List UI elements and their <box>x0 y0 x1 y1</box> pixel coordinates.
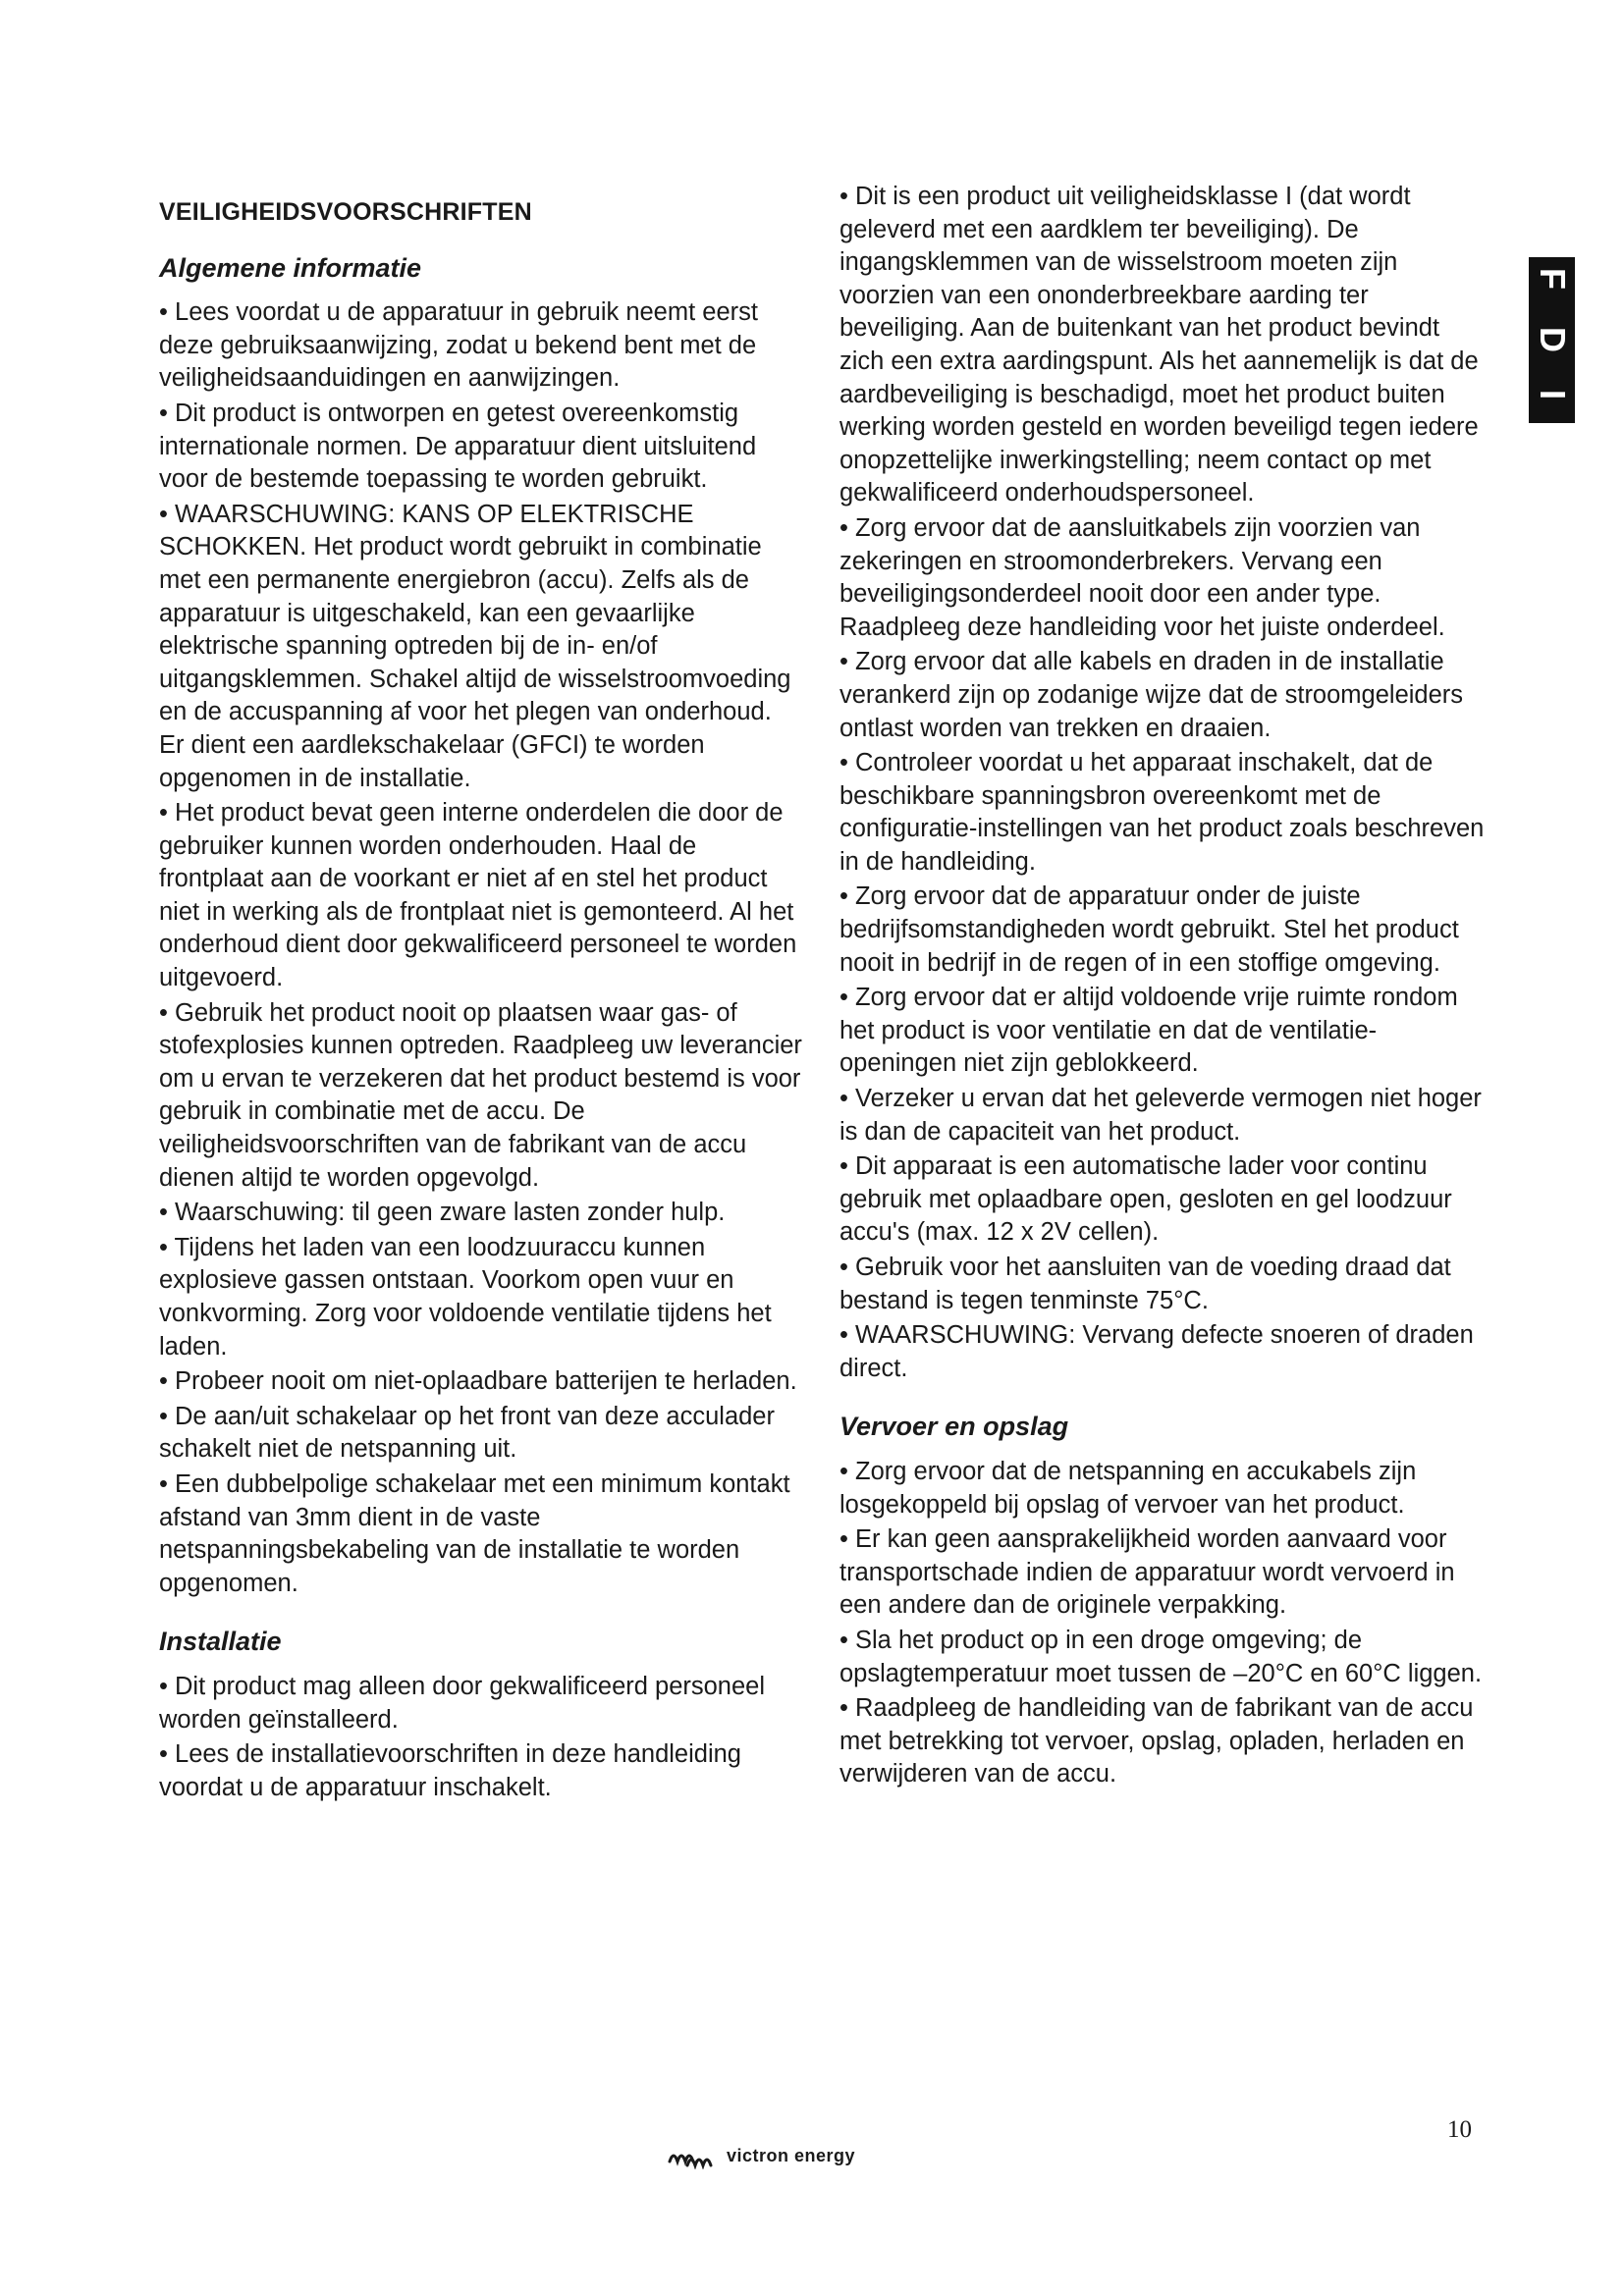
section-heading-algemene: Algemene informatie <box>159 252 422 283</box>
paragraph: • Zorg ervoor dat alle kabels en draden in de installatie verankerd zijn op zodanige wijze dat de stroomgeleiders ontlast worden van trekken en draaien. <box>839 648 1464 742</box>
left-column <box>159 187 807 1806</box>
paragraph: • Gebruik voor het aansluiten van de voeding draad dat bestand is tegen tenminste 75°C. <box>839 1254 1451 1314</box>
paragraph: • Gebruik het product nooit op plaatsen waar gas- of stofexplosies kunnen optreden. Raadpleeg uw leverancier om u ervan te verzekeren dat het product bestemd is voor gebruik in combinatie met de accu. De veiligheidsvoorschriften van de fabrikant van de accu dienen altijd te worden opgevolgd. <box>159 998 802 1192</box>
paragraph: • Dit apparaat is een automatische lader voor continu gebruik met oplaadbare open, gesloten en gel loodzuur accu's (max. 12 x 2V cellen). <box>839 1152 1452 1247</box>
brand-name: victron energy <box>727 2146 856 2165</box>
section-heading-vervoer: Vervoer en opslag <box>839 1412 1069 1442</box>
language-tab-marker <box>1529 257 1575 423</box>
paragraph: • Zorg ervoor dat er altijd voldoende vrije ruimte rondom het product is voor ventilatie en dat de ventilatie-openingen niet zijn geblokkeerd. <box>839 984 1458 1078</box>
paragraph: • Waarschuwing: til geen zware lasten zonder hulp. <box>159 1199 726 1227</box>
paragraph: • WAARSCHUWING: Vervang defecte snoeren of draden direct. <box>839 1321 1474 1382</box>
page-number: 10 <box>1447 2116 1472 2143</box>
paragraph: • Dit product is ontworpen en getest overeenkomstig internationale normen. De apparatuur dient uitsluitend voor de bestemde toepassing te worden gebruikt. <box>159 399 757 494</box>
paragraph: • Probeer nooit om niet-oplaadbare batterijen te herladen. <box>159 1367 797 1396</box>
paragraph: • Zorg ervoor dat de aansluitkabels zijn voorzien van zekeringen en stroomonderbrekers. Vervang een beveiligingsonderdeel nooit door een ander type. Raadpleeg deze handleiding voor het juiste onderdeel. <box>839 513 1445 641</box>
paragraph: • Tijdens het laden van een loodzuuraccu kunnen explosieve gassen ontstaan. Voorkom open vuur en vonkvorming. Zorg voor voldoende ventilatie tijdens het laden. <box>159 1233 772 1361</box>
paragraph: • Zorg ervoor dat de apparatuur onder de juiste bedrijfsomstandigheden wordt gebruikt. Stel het product nooit in bedrijf in de regen of in een stoffige omgeving. <box>839 882 1459 977</box>
paragraph: • Sla het product op in een droge omgeving; de opslagtemperatuur moet tussen de –20°C en 60°C liggen. <box>839 1626 1483 1687</box>
paragraph: • Zorg ervoor dat de netspanning en accukabels zijn losgekoppeld bij opslag of vervoer van het product. <box>839 1457 1417 1519</box>
paragraph: • Verzeker u ervan dat het geleverde vermogen niet hoger is dan de capaciteit van het product. <box>839 1085 1482 1146</box>
paragraph: • Controleer voordat u het apparaat inschakelt, dat de beschikbare spanningsbron overeenkomt met de configuratie-instellingen van het product zoals beschreven in de handleiding. <box>839 749 1485 876</box>
paragraph: • Het product bevat geen interne onderdelen die door de gebruiker kunnen worden onderhouden. Haal de frontplaat aan de voorkant er niet af en stel het product niet in werking als de frontplaat niet is gemonteerd. Al het onderhoud dient door gekwalificeerd personeel te worden uitgevoerd. <box>159 799 797 992</box>
paragraph: • Er kan geen aansprakelijkheid worden aanvaard voor transportschade indien de apparatuur wordt vervoerd in een andere dan de originele verpakking. <box>839 1525 1455 1620</box>
right-column <box>839 181 1488 1793</box>
paragraph: Er dient een aardlekschakelaar (GFCI) te worden opgenomen in de installatie. <box>159 730 705 792</box>
paragraph: • WAARSCHUWING: KANS OP ELEKTRISCHE SCHOKKEN. Het product wordt gebruikt in combinatie met een permanente energiebron (accu). Zelfs als de apparatuur is uitgeschakeld, kan een gevaarlijke elektrische spanning optreden bij de in- en/of uitgangsklemmen. Schakel altijd de wisselstroomvoeding en de accuspanning af voor het plegen van onderhoud. <box>159 500 791 726</box>
language-tab-label: F D I <box>1532 267 1573 413</box>
paragraph: • De aan/uit schakelaar op het front van deze acculader schakelt niet de netspanning uit. <box>159 1402 775 1464</box>
paragraph: • Een dubbelpolige schakelaar met een minimum kontakt afstand van 3mm dient in de vaste netspanningsbekabeling van de installatie te worden opgenomen. <box>159 1469 790 1597</box>
section-heading-installatie: Installatie <box>159 1627 282 1657</box>
brand-footer <box>666 2144 855 2169</box>
document-title: VEILIGHEIDSVOORSCHRIFTEN <box>159 198 532 226</box>
paragraph: • Raadpleeg de handleiding van de fabrikant van de accu met betrekking tot vervoer, opslag, opladen, herladen en verwijderen van de accu. <box>839 1694 1474 1789</box>
paragraph: • Lees voordat u de apparatuur in gebruik neemt eerst deze gebruiksaanwijzing, zodat u bekend bent met de veiligheidsaanduidingen en aanwijzingen. <box>159 298 758 393</box>
paragraph: • Lees de installatievoorschriften in deze handleiding voordat u de apparatuur inschakelt. <box>159 1740 741 1801</box>
paragraph: • Dit product mag alleen door gekwalificeerd personeel worden geïnstalleerd. <box>159 1672 766 1734</box>
paragraph: • Dit is een product uit veiligheidsklasse I (dat wordt geleverd met een aardklem ter beveiliging). De ingangsklemmen van de wisselstroom moeten zijn voorzien van een ononderbreekbare aarding ter beveiliging. Aan de buitenkant van het product bevindt zich een extra aardingspunt. Als het aannemelijk is dat de aardbeveiliging is beschadigd, moet het product buiten werking worden gesteld en worden beveiligd tegen iedere onopzettelijke inwerkingstelling; neem contact op met gekwalificeerd onderhoudspersoneel. <box>839 183 1479 507</box>
victron-logo-icon <box>666 2144 723 2169</box>
